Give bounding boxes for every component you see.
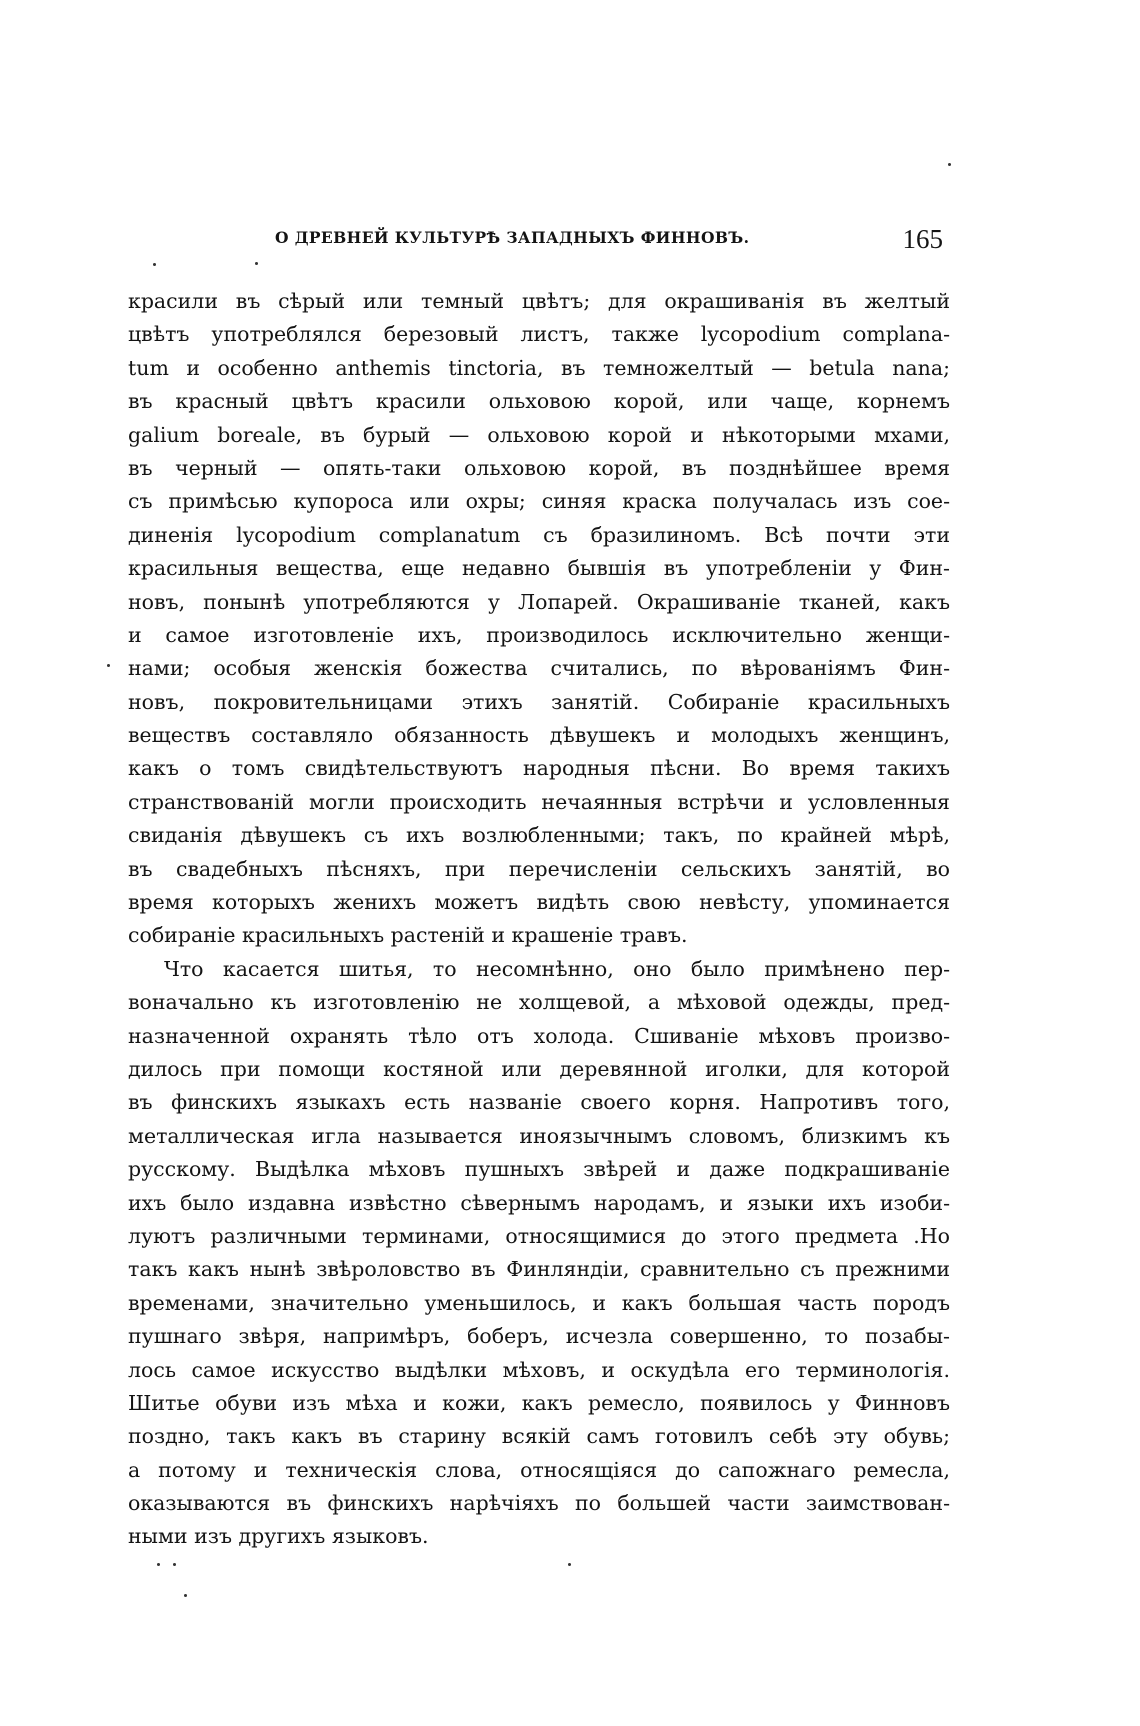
text-line: назначенной охранять тѣло отъ холода. Сшиваніе мѣховъ произво-: [128, 1023, 950, 1048]
text-line: нами; особыя женскія божества считались, по вѣрованіямъ Фин-: [128, 656, 950, 681]
text-line: оказываются въ финскихъ нарѣчіяхъ по большей части заимствован-: [128, 1491, 950, 1516]
text-line: въ финскихъ языкахъ есть названіе своего корня. Напротивъ того,: [128, 1090, 950, 1115]
text-line: русскому. Выдѣлка мѣховъ пушныхъ звѣрей и даже подкрашиваніе: [128, 1157, 950, 1182]
scan-speck: [255, 262, 258, 265]
scan-speck: [107, 664, 110, 667]
text-line: поздно, такъ какъ въ старину всякій самъ готовилъ себѣ эту обувь;: [128, 1424, 950, 1449]
running-head: [125, 224, 955, 256]
text-line: Что касается шитья, то несомнѣнно, оно было примѣнено пер-: [164, 956, 950, 981]
text-line: съ примѣсью купороса или охры; синяя краска получалась изъ сое-: [128, 489, 950, 514]
scan-speck: [184, 1594, 187, 1597]
text-line: новъ, понынѣ употребляются у Лопарей. Окрашиваніе тканей, какъ: [128, 589, 950, 614]
scan-speck: [173, 1563, 176, 1566]
text-line: galium boreale, въ бурый — ольховою корой и нѣкоторыми мхами,: [128, 422, 950, 447]
text-line: такъ какъ нынѣ звѣроловство въ Финляндіи, сравнительно съ прежними: [128, 1257, 950, 1282]
text-line: свиданія дѣвушекъ съ ихъ возлюбленными; такъ, по крайней мѣрѣ,: [128, 823, 950, 848]
text-line: какъ о томъ свидѣтельствуютъ народныя пѣсни. Во время такихъ: [128, 756, 950, 781]
text-line: время которыхъ женихъ можетъ видѣть свою невѣсту, упоминается: [128, 890, 950, 915]
text-line: новъ, покровительницами этихъ занятій. Собираніе красильныхъ: [128, 689, 950, 714]
text-line: временами, значительно уменьшилось, и какъ большая часть породъ: [128, 1290, 950, 1315]
text-line: собираніе красильныхъ растеній и крашеніе травъ.: [128, 923, 688, 948]
text-line: лось самое искусство выдѣлки мѣховъ, и оскудѣла его терминологія.: [128, 1357, 950, 1382]
text-line: цвѣтъ употреблялся березовый листъ, также lycopodium complana-: [128, 322, 950, 347]
text-line: въ черный — опять-таки ольховою корой, въ позднѣйшее время: [128, 455, 950, 480]
text-line: ными изъ другихъ языковъ.: [128, 1524, 429, 1549]
text-line: дилось при помощи костяной или деревянной иголки, для которой: [128, 1056, 950, 1081]
text-line: а потому и техническія слова, относящіяся до сапожнаго ремесла,: [128, 1457, 950, 1482]
text-line: красили въ сѣрый или темный цвѣтъ; для окрашиванія въ желтый: [128, 289, 950, 313]
scan-speck: [153, 263, 156, 266]
text-line: ихъ было издавна извѣстно сѣвернымъ народамъ, и языки ихъ изоби-: [128, 1190, 950, 1215]
scan-speck: [157, 1563, 160, 1566]
text-line: странствованій могли происходить нечаянныя встрѣчи и условленныя: [128, 789, 950, 814]
text-line: красильныя вещества, еще недавно бывшія въ употребленіи у Фин-: [128, 556, 950, 581]
text-line: веществъ составляло обязанность дѣвушекъ и молодыхъ женщинъ,: [128, 723, 950, 748]
text-line: пушнаго звѣря, напримѣръ, боберъ, исчезла совершенно, то позабы-: [128, 1324, 950, 1349]
text-line: воначально къ изготовленію не холщевой, а мѣховой одежды, пред-: [128, 990, 950, 1015]
text-line: въ красный цвѣтъ красили ольховою корой, или чаще, корнемъ: [128, 389, 950, 414]
text-line: и самое изготовленіе ихъ, производилось исключительно женщи-: [128, 622, 950, 647]
text-line: луютъ различными терминами, относящимися до этого предмета .Но: [128, 1223, 950, 1248]
text-line: диненія lycopodium complanatum съ бразилиномъ. Всѣ почти эти: [128, 522, 950, 547]
running-title: О ДРЕВНЕЙ КУЛЬТУРѢ ЗАПАДНЫХЪ ФИННОВЪ.: [275, 228, 750, 247]
paragraph: [128, 953, 950, 1554]
page-number: 165: [902, 224, 943, 254]
scan-speck: [948, 163, 951, 166]
text-line: металлическая игла называется иноязычнымъ словомъ, близкимъ къ: [128, 1123, 950, 1148]
text-line: въ свадебныхъ пѣсняхъ, при перечисленіи сельскихъ занятій, во: [128, 856, 950, 881]
text-line: Шитье обуви изъ мѣха и кожи, какъ ремесло, появилось у Финновъ: [128, 1390, 950, 1415]
paragraph: [128, 285, 950, 953]
scan-speck: [568, 1563, 571, 1566]
body-text: [128, 285, 950, 1554]
text-line: tum и особенно anthemis tinctoria, въ темножелтый — betula nana;: [128, 355, 950, 380]
